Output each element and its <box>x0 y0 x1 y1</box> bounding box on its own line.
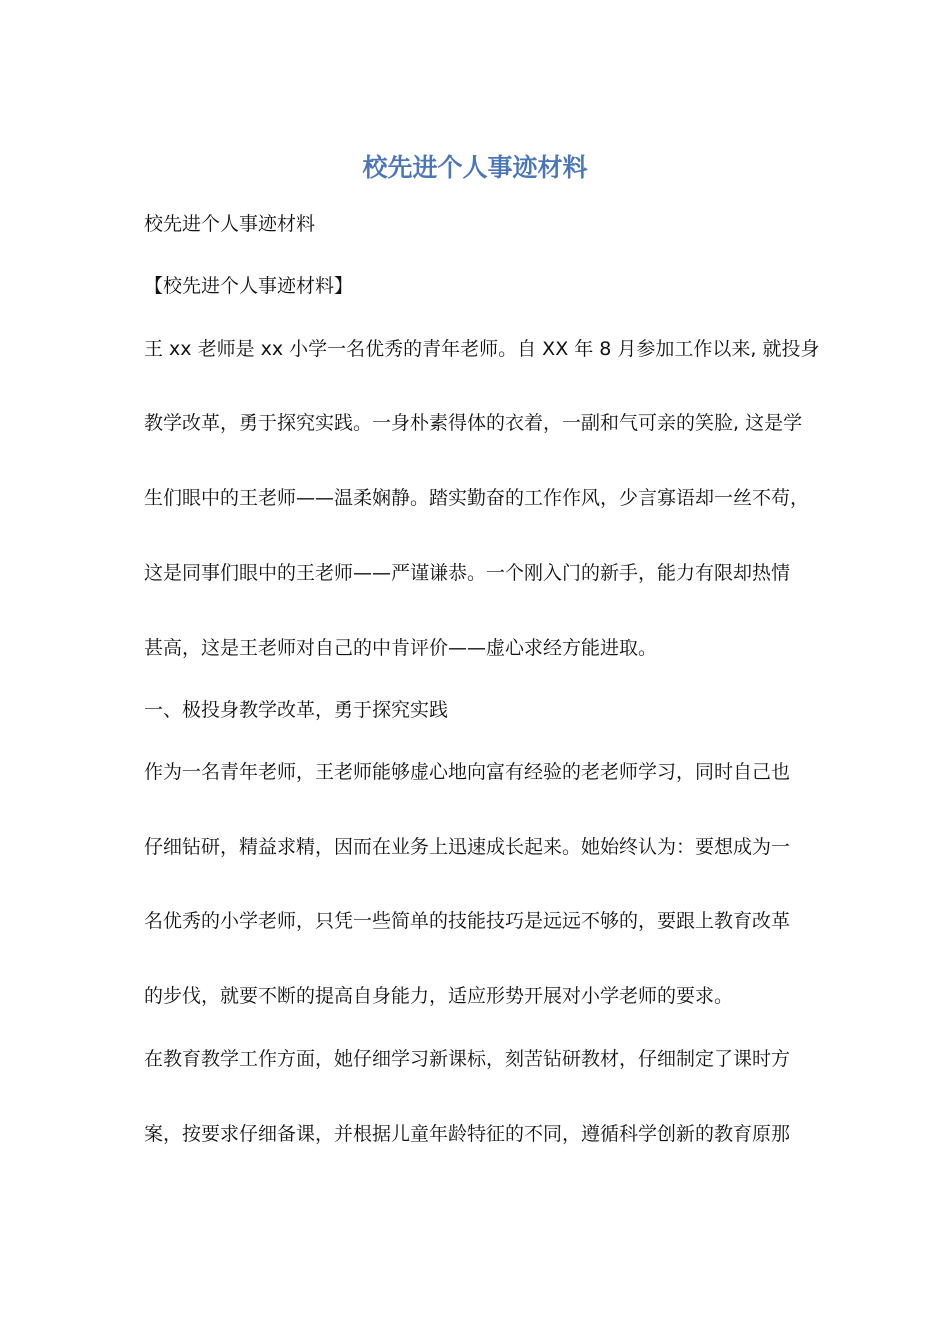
paragraph2-line3: 名优秀的小学老师，只凭一些简单的技能技巧是远远不够的，要跟上教育改革 <box>144 910 791 932</box>
paragraph3-line2: 案，按要求仔细备课，并根据儿童年龄特征的不同，遵循科学创新的教育原那 <box>144 1123 791 1145</box>
paragraph3-line1: 在教育教学工作方面，她仔细学习新课标，刻苦钻研教材，仔细制定了课时方 <box>144 1048 791 1070</box>
paragraph2-line2: 仔细钻研，精益求精，因而在业务上迅速成长起来。她始终认为：要想成为一 <box>144 836 791 858</box>
paragraph2-line4: 的步伐，就要不断的提高自身能力，适应形势开展对小学老师的要求。 <box>144 985 734 1007</box>
subtitle: 校先进个人事迹材料 <box>144 213 316 235</box>
paragraph1-line3: 生们眼中的王老师——温柔娴静。踏实勤奋的工作作风，少言寡语却一丝不苟， <box>144 487 810 509</box>
paragraph1-line5: 甚高，这是王老师对自己的中肯评价——虚心求经方能进取。 <box>144 637 658 659</box>
bracket-heading: 【校先进个人事迹材料】 <box>144 275 354 297</box>
paragraph1-line1: 王 xx 老师是 xx 小学一名优秀的青年老师。自 XX 年 8 月参加工作以来, 就投身 <box>144 338 820 360</box>
paragraph1-line2: 教学改革，勇于探究实践。一身朴素得体的衣着，一副和气可亲的笑脸, 这是学 <box>144 412 803 434</box>
paragraph2-line1: 作为一名青年老师，王老师能够虚心地向富有经验的老老师学习，同时自己也 <box>144 761 791 783</box>
paragraph1-line4: 这是同事们眼中的王老师——严谨谦恭。一个刚入门的新手，能力有限却热情 <box>144 562 791 584</box>
section1-heading: 一、极投身教学改革，勇于探究实践 <box>144 699 449 721</box>
document-title: 校先进个人事迹材料 <box>362 153 588 182</box>
